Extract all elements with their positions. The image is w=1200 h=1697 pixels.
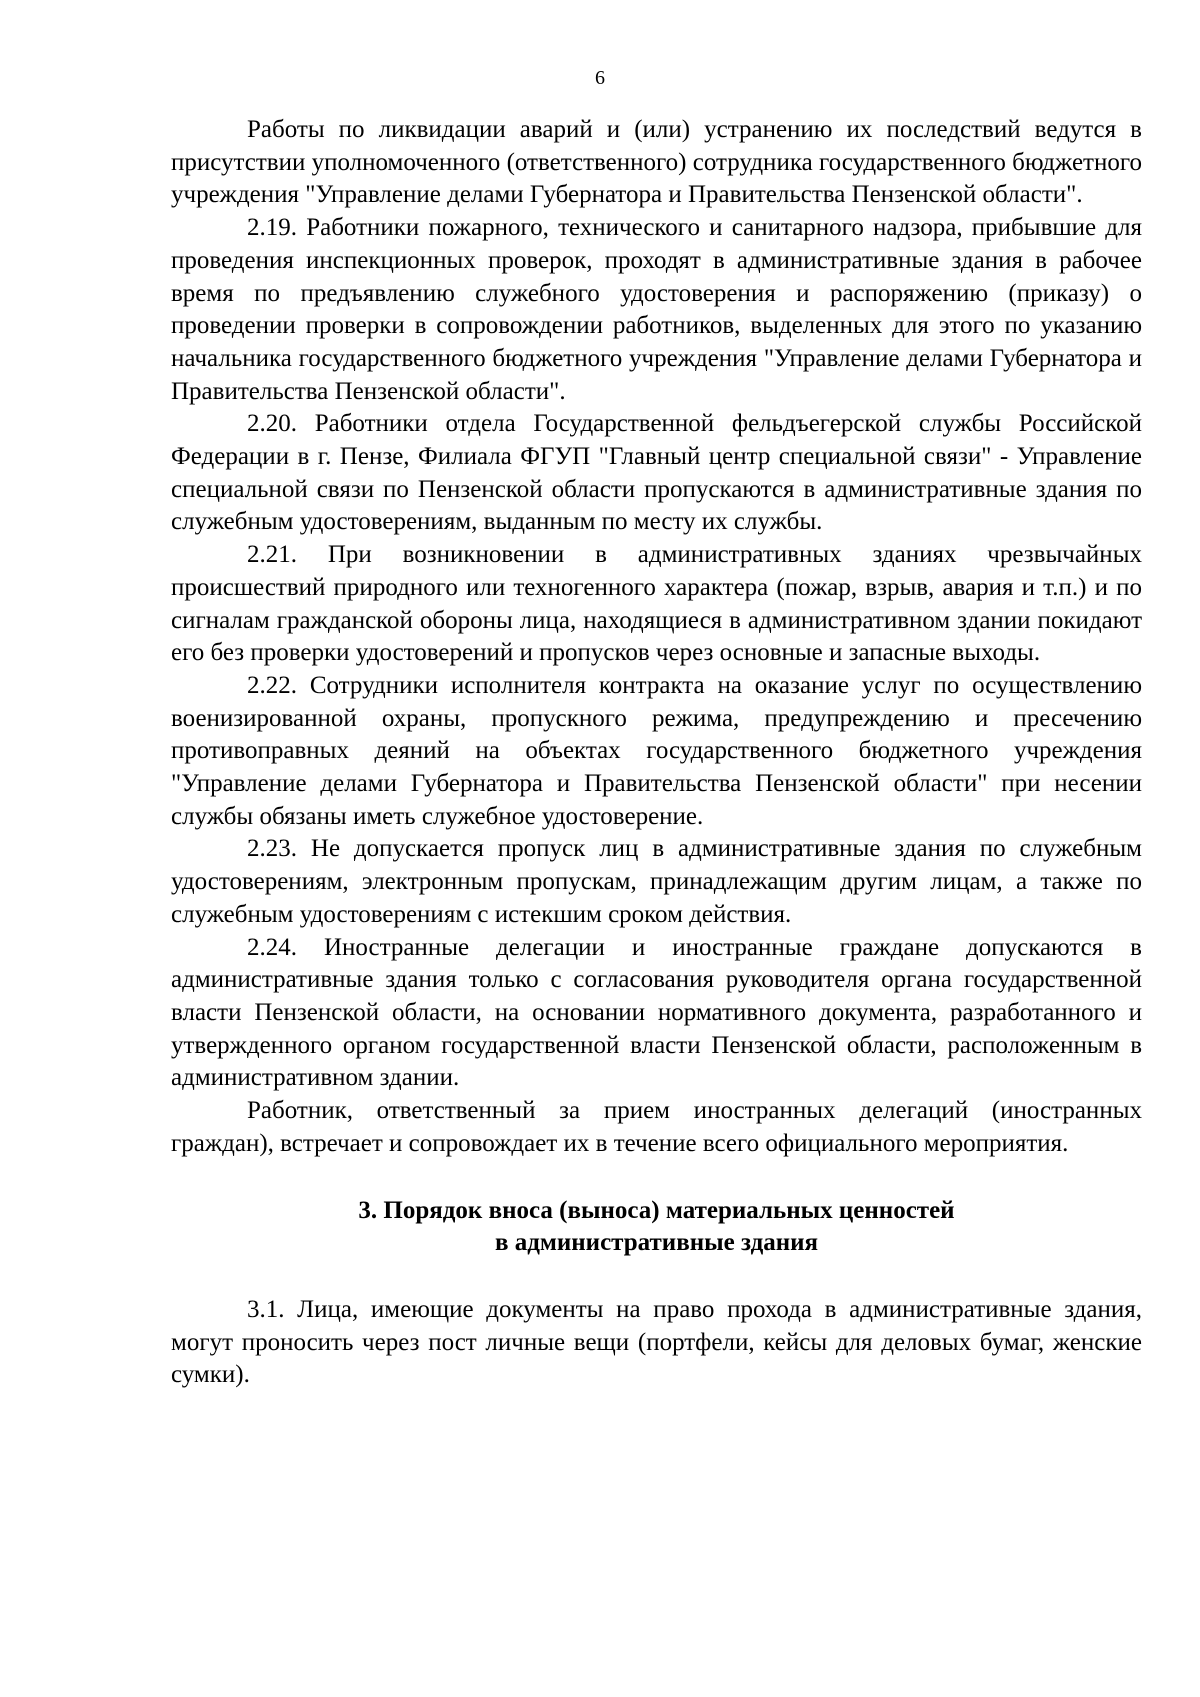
paragraph-2-23: 2.23. Не допускается пропуск лиц в административные здания по служебным удостоверениям, электронным пропускам, принадлежащим другим лицам, а также по служебным удостоверениям с истекшим сроком действия. (171, 835, 1142, 928)
section-heading-3 (171, 1195, 1142, 1260)
section-heading-line-1: 3. Порядок вноса (выноса) материальных ценностей (358, 1196, 955, 1224)
paragraph-2-21: 2.21. При возникновении в административных зданиях чрезвычайных происшествий природного или техногенного характера (пожар, взрыв, авария и т.п.) и по сигналам гражданской обороны лица, находящиеся в административном здании покидают его без проверки удостоверений и пропусков через основные и запасные выходы. (171, 541, 1142, 667)
paragraph-2-19: 2.19. Работники пожарного, технического и санитарного надзора, прибывшие для проведения инспекционных проверок, проходят в административные здания в рабочее время по предъявлению служебного удостоверения и распоряжению (приказу) о проведении проверки в сопровождении работников, выделенных для этого по указанию начальника государственного бюджетного учреждения "Управление делами Губернатора и Правительства Пензенской области". (171, 214, 1142, 405)
paragraph-foreign-delegations-officer: Работник, ответственный за прием иностранных делегаций (иностранных граждан), встречает и сопровождает их в течение всего официального мероприятия. (171, 1097, 1142, 1157)
paragraph-3-1: 3.1. Лица, имеющие документы на право прохода в административные здания, могут проносить через пост личные вещи (портфели, кейсы для деловых бумаг, женские сумки). (171, 1295, 1142, 1389)
paragraph-2-22: 2.22. Сотрудники исполнителя контракта на оказание услуг по осуществлению военизированной охраны, пропускного режима, предупреждению и пресечению противоправных деяний на объектах государственного бюджетного учреждения "Управление делами Губернатора и Правительства Пензенской области" при несении службы обязаны иметь служебное удостоверение. (171, 671, 1142, 830)
section-heading-line-2: в административные здания (494, 1229, 819, 1257)
paragraph-emergency-works: Работы по ликвидации аварий и (или) устранению их последствий ведутся в присутствии уполномоченного (ответственного) сотрудника государственного бюджетного учреждения "Управление делами Губернатора и Правительства Пензенской области". (171, 116, 1142, 209)
document-body (171, 114, 1142, 1392)
paragraph-2-20: 2.20. Работники отдела Государственной фельдъегерской службы Российской Федерации в г. Пензе, Филиала ФГУП "Главный центр специальной связи" - Управление специальной связи по Пензенской области пропускаются в административные здания по служебным удостоверениям, выданным по месту их службы. (171, 410, 1142, 536)
page-number: 6 (595, 67, 605, 89)
paragraph-2-24: 2.24. Иностранные делегации и иностранные граждане допускаются в административные здания только с согласования руководителя органа государственной власти Пензенской области, на основании нормативного документа, разработанного и утвержденного органом государственной власти Пензенской области, расположенным в административном здании. (171, 933, 1142, 1092)
